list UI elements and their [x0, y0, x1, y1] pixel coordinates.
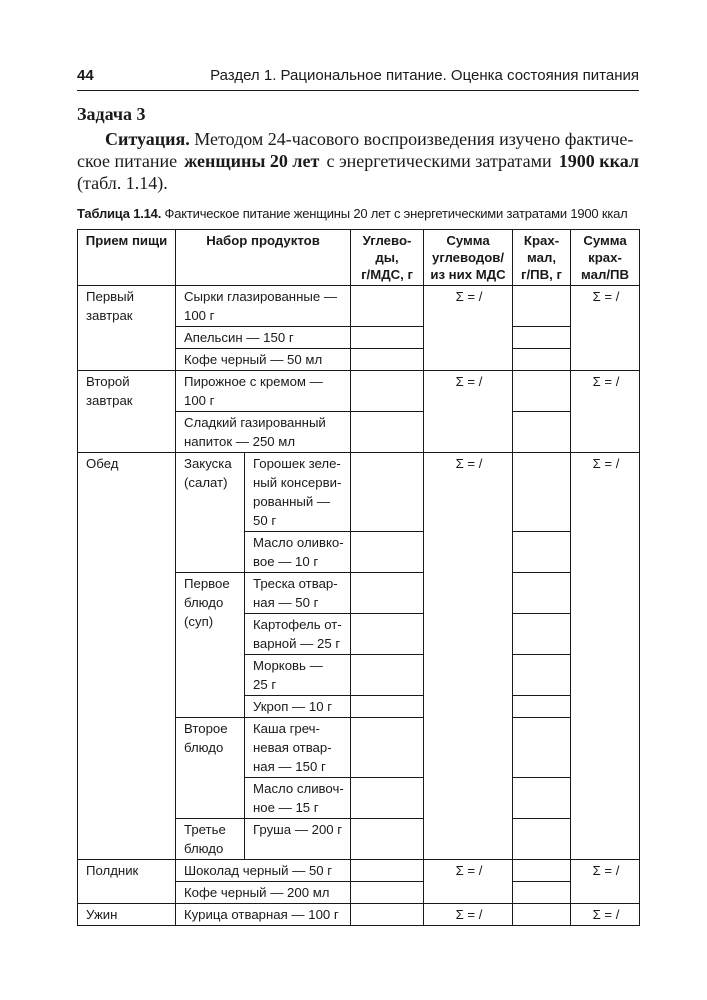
starch-cell: [513, 904, 571, 926]
starch-sum-cell: Σ = /: [571, 371, 640, 453]
starch-cell: [513, 349, 571, 371]
table-row: [78, 371, 640, 412]
product-cell: Апельсин — 150 г: [176, 327, 351, 349]
situation-text-3: с энергетическими затратами: [326, 151, 552, 171]
header-carbs-sum: Сумма углеводов/ из них МДС: [424, 230, 513, 286]
table-caption: [77, 206, 628, 221]
starch-cell: [513, 573, 571, 614]
header-meal: Прием пищи: [78, 230, 176, 286]
product-cell: Морковь — 25 г: [245, 655, 351, 696]
product-cell: Кофе черный — 50 мл: [176, 349, 351, 371]
carbs-sum-cell: Σ = /: [424, 453, 513, 860]
situation-subject: женщины 20 лет: [184, 151, 320, 171]
starch-sum-cell: Σ = /: [571, 904, 640, 926]
table-header-row: [78, 230, 640, 286]
product-cell: Сырки глазированные — 100 г: [176, 286, 351, 327]
section-title: Раздел 1. Рациональное питание. Оценка состояния питания: [210, 67, 639, 84]
carbs-cell: [351, 655, 424, 696]
carbs-sum-cell: Σ = /: [424, 904, 513, 926]
table-row: [78, 453, 640, 532]
course-third: Третье блюдо: [176, 819, 245, 860]
product-cell: Шоколад черный — 50 г: [176, 860, 351, 882]
product-cell: Кофе черный — 200 мл: [176, 882, 351, 904]
product-cell: Курица отварная — 100 г: [176, 904, 351, 926]
course-second: Второе блюдо: [176, 718, 245, 819]
product-cell: Каша греч- невая отвар- ная — 150 г: [245, 718, 351, 778]
situation-text-1: Методом 24-часового воспроизведения изучено фактиче-: [194, 129, 634, 149]
carbs-cell: [351, 696, 424, 718]
carbs-cell: [351, 614, 424, 655]
header-products: Набор продуктов: [176, 230, 351, 286]
situation-energy: 1900 ккал: [558, 151, 639, 171]
task-title: Задача 3: [77, 104, 146, 124]
carbs-cell: [351, 718, 424, 778]
carbs-sum-cell: Σ = /: [424, 371, 513, 453]
food-table: [77, 229, 640, 926]
starch-cell: [513, 453, 571, 532]
starch-sum-cell: Σ = /: [571, 860, 640, 904]
product-cell: Укроп — 10 г: [245, 696, 351, 718]
product-cell: Горошек зеле- ный консерви- рованный — 50 г: [245, 453, 351, 532]
carbs-sum-cell: Σ = /: [424, 860, 513, 904]
header-starch-sum: Сумма крах- мал/ПВ: [571, 230, 640, 286]
starch-cell: [513, 882, 571, 904]
header-carbs: Углево- ды, г/МДС, г: [351, 230, 424, 286]
situation-line-1: [77, 128, 639, 150]
starch-cell: [513, 860, 571, 882]
page-number: 44: [77, 67, 94, 84]
table-caption-text: Фактическое питание женщины 20 лет с энергетическими затратами 1900 ккал: [164, 206, 628, 221]
situation-label: Ситуация.: [105, 129, 190, 149]
carbs-cell: [351, 573, 424, 614]
carbs-cell: [351, 371, 424, 412]
table-row: [78, 904, 640, 926]
product-cell: Треска отвар- ная — 50 г: [245, 573, 351, 614]
carbs-cell: [351, 327, 424, 349]
carbs-cell: [351, 860, 424, 882]
starch-cell: [513, 412, 571, 453]
carbs-cell: [351, 349, 424, 371]
starch-cell: [513, 718, 571, 778]
carbs-cell: [351, 778, 424, 819]
table-row: [78, 860, 640, 882]
course-first: Первое блюдо (суп): [176, 573, 245, 718]
meal-dinner: Ужин: [78, 904, 176, 926]
starch-cell: [513, 371, 571, 412]
carbs-cell: [351, 882, 424, 904]
carbs-cell: [351, 286, 424, 327]
situation-line-3: [77, 172, 639, 194]
carbs-cell: [351, 904, 424, 926]
starch-cell: [513, 614, 571, 655]
product-cell: Груша — 200 г: [245, 819, 351, 860]
header-starch: Крах- мал, г/ПВ, г: [513, 230, 571, 286]
meal-lunch: Обед: [78, 453, 176, 860]
carbs-cell: [351, 453, 424, 532]
meal-snack: Полдник: [78, 860, 176, 904]
table-caption-label: Таблица 1.14.: [77, 206, 162, 221]
product-cell: Картофель от- варной — 25 г: [245, 614, 351, 655]
header-divider: [77, 90, 639, 91]
situation-line-2: [77, 150, 639, 172]
situation-paragraph: [77, 128, 639, 194]
carbs-sum-cell: Σ = /: [424, 286, 513, 371]
starch-cell: [513, 532, 571, 573]
meal-first-breakfast: Первый завтрак: [78, 286, 176, 371]
starch-cell: [513, 819, 571, 860]
starch-cell: [513, 655, 571, 696]
situation-text-4: (табл. 1.14).: [77, 173, 168, 193]
starch-cell: [513, 696, 571, 718]
meal-second-breakfast: Второй завтрак: [78, 371, 176, 453]
product-cell: Пирожное с кремом — 100 г: [176, 371, 351, 412]
starch-sum-cell: Σ = /: [571, 286, 640, 371]
carbs-cell: [351, 412, 424, 453]
starch-sum-cell: Σ = /: [571, 453, 640, 860]
table-row: [78, 286, 640, 327]
starch-cell: [513, 778, 571, 819]
carbs-cell: [351, 819, 424, 860]
product-cell: Сладкий газированный напиток — 250 мл: [176, 412, 351, 453]
starch-cell: [513, 286, 571, 327]
situation-text-2: ское питание: [77, 151, 178, 171]
carbs-cell: [351, 532, 424, 573]
course-appetizer: Закуска (салат): [176, 453, 245, 573]
starch-cell: [513, 327, 571, 349]
product-cell: Масло оливко- вое — 10 г: [245, 532, 351, 573]
product-cell: Масло сливоч- ное — 15 г: [245, 778, 351, 819]
